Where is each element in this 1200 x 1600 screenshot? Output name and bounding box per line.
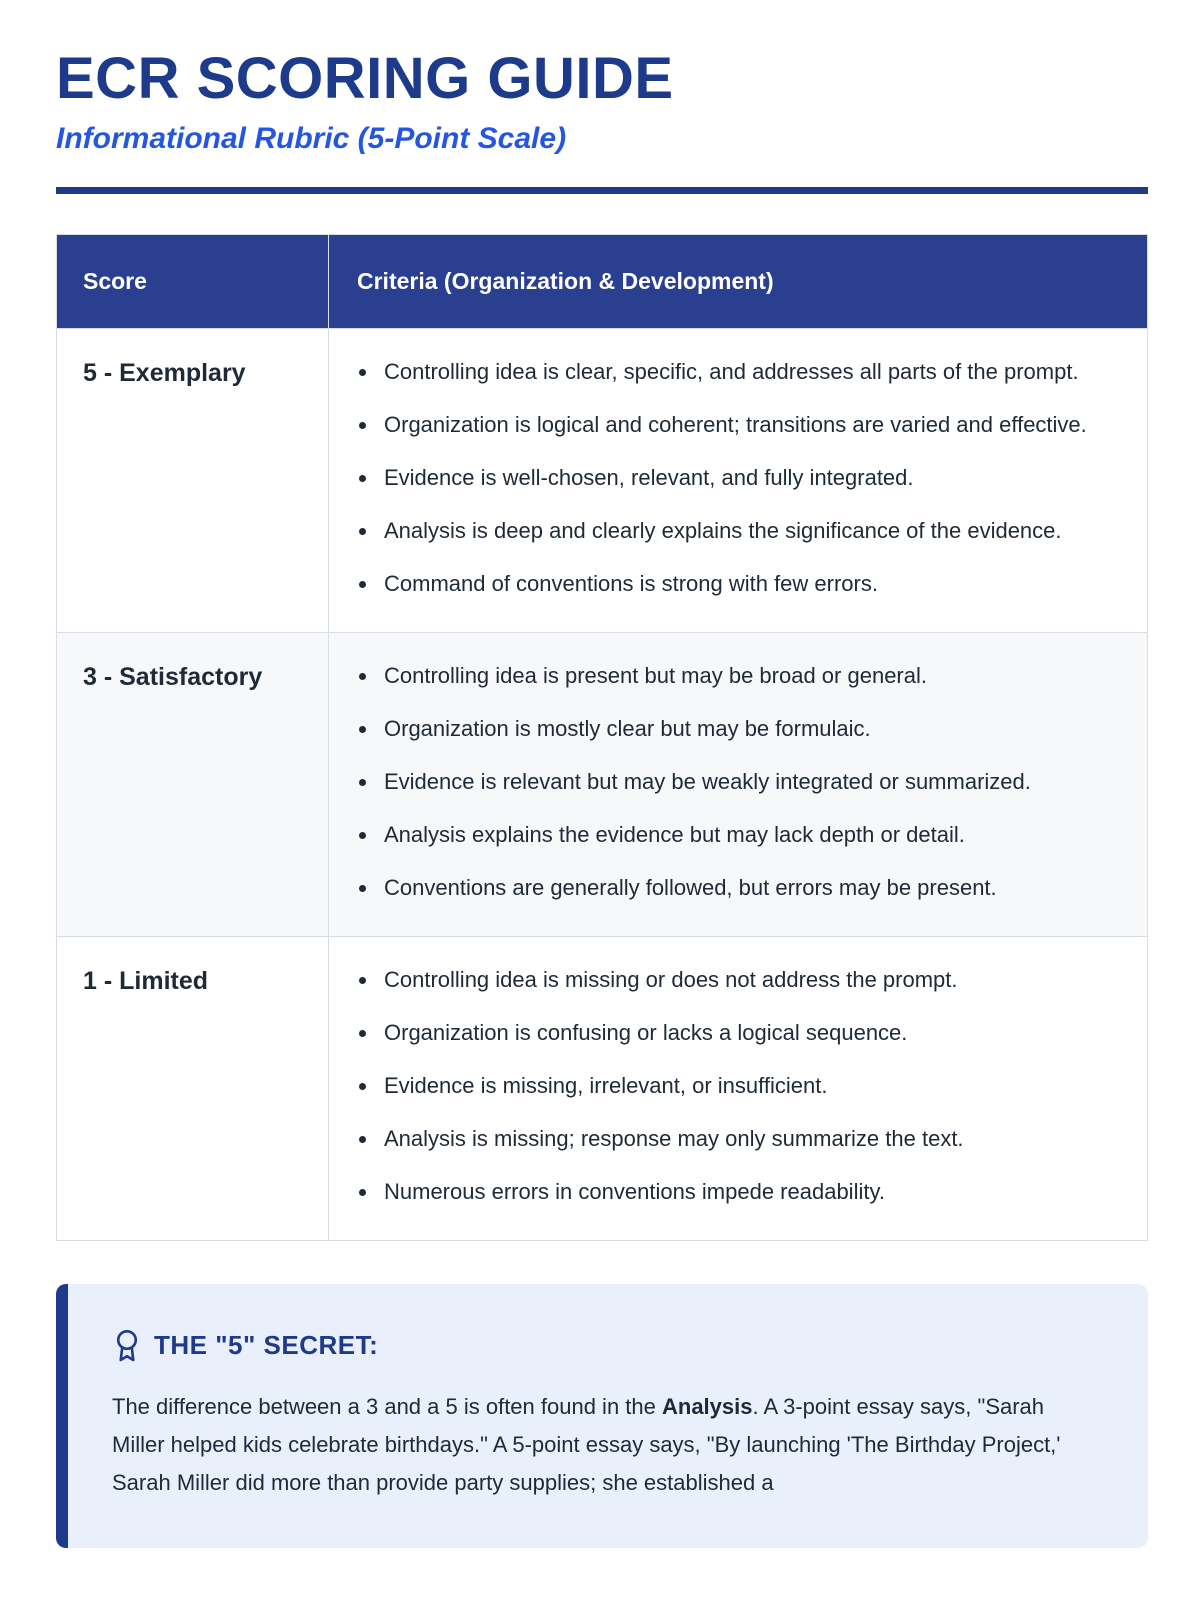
- table-header-row: [57, 235, 1148, 329]
- page-subtitle: Informational Rubric (5-Point Scale): [56, 122, 567, 155]
- table-row: [57, 633, 1148, 937]
- bullet-item: • Conventions are generally followed, but errors may be present.: [379, 871, 1107, 905]
- bullet-item: • Analysis is deep and clearly explains the significance of the evidence.: [379, 514, 1107, 548]
- rubric-table: [56, 234, 1148, 1241]
- score-label: 5 - Exemplary: [57, 329, 329, 633]
- bullet-item: • Command of conventions is strong with few errors.: [379, 567, 1107, 601]
- callout-body-text: The difference between a 3 and a 5 is often found in the: [112, 1394, 662, 1419]
- callout-body: [112, 1388, 1102, 1502]
- bullet-item: • Organization is logical and coherent; transitions are varied and effective.: [379, 408, 1107, 442]
- criteria-list: [353, 963, 1107, 1209]
- bullet-item: • Organization is confusing or lacks a logical sequence.: [379, 1016, 1107, 1050]
- bullet-item: • Evidence is relevant but may be weakly integrated or summarized.: [379, 765, 1107, 799]
- criteria-cell: [329, 329, 1148, 633]
- bullet-item: • Controlling idea is clear, specific, and addresses all parts of the prompt.: [379, 355, 1107, 389]
- criteria-cell: [329, 633, 1148, 937]
- callout-bold-term: Analysis: [662, 1394, 753, 1419]
- award-ribbon-icon: [112, 1328, 142, 1362]
- score-label: 1 - Limited: [57, 937, 329, 1241]
- page-title: ECR SCORING GUIDE: [56, 46, 674, 111]
- criteria-cell: [329, 937, 1148, 1241]
- header-score: Score: [57, 235, 329, 329]
- table-row: [57, 937, 1148, 1241]
- score-label: 3 - Satisfactory: [57, 633, 329, 937]
- bullet-item: • Evidence is well-chosen, relevant, and fully integrated.: [379, 461, 1107, 495]
- bullet-item: • Evidence is missing, irrelevant, or insufficient.: [379, 1069, 1107, 1103]
- divider-rule: [56, 187, 1148, 194]
- bullet-item: • Organization is mostly clear but may be formulaic.: [379, 712, 1107, 746]
- criteria-list: [353, 659, 1107, 905]
- document-page: [56, 0, 1148, 1548]
- bullet-item: • Analysis explains the evidence but may lack depth or detail.: [379, 818, 1107, 852]
- bullet-item: • Analysis is missing; response may only summarize the text.: [379, 1122, 1107, 1156]
- callout-body-text: . A 3-point essay says, "Sarah Miller helped kids celebrate birthdays." A 5-point essay says, "By launching 'The Birthday Project,' Sarah Miller did more than provide party supplies; she established a: [112, 1394, 1061, 1495]
- bullet-item: • Numerous errors in conventions impede readability.: [379, 1175, 1107, 1209]
- header-criteria: Criteria (Organization & Development): [329, 235, 1148, 329]
- secret-callout: [56, 1284, 1148, 1548]
- callout-heading-row: [112, 1328, 1102, 1362]
- callout-heading: THE "5" SECRET:: [154, 1329, 379, 1360]
- table-row: [57, 329, 1148, 633]
- bullet-item: • Controlling idea is present but may be broad or general.: [379, 659, 1107, 693]
- bullet-item: • Controlling idea is missing or does not address the prompt.: [379, 963, 1107, 997]
- criteria-list: [353, 355, 1107, 601]
